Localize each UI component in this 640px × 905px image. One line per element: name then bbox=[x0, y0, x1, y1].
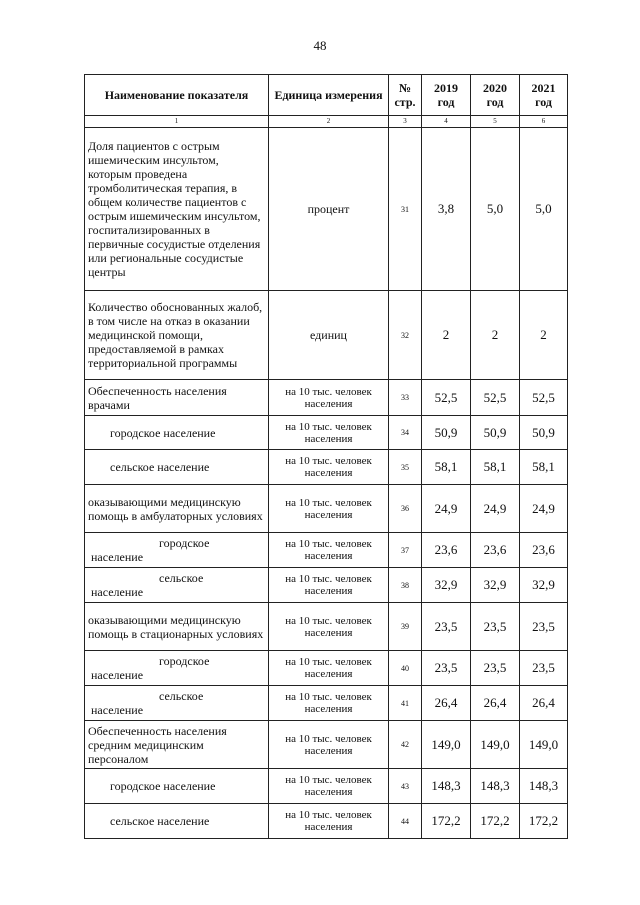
value-2020: 52,5 bbox=[471, 380, 520, 416]
value-2020: 23,5 bbox=[471, 603, 520, 651]
table-row bbox=[85, 769, 568, 804]
column-index: 1 bbox=[85, 116, 269, 128]
table-row bbox=[85, 686, 568, 721]
value-2019: 24,9 bbox=[422, 485, 471, 533]
row-unit: на 10 тыс. человек населения bbox=[269, 568, 389, 603]
header-2021: 2021 год bbox=[520, 75, 568, 116]
value-2019: 26,4 bbox=[422, 686, 471, 721]
table-row bbox=[85, 721, 568, 769]
row-line: 38 bbox=[389, 568, 422, 603]
value-2021: 149,0 bbox=[520, 721, 568, 769]
column-index: 5 bbox=[471, 116, 520, 128]
row-unit: на 10 тыс. человек населения bbox=[269, 450, 389, 485]
row-line: 34 bbox=[389, 416, 422, 450]
row-name bbox=[85, 651, 269, 686]
row-name: Обеспеченность населения врачами bbox=[85, 380, 269, 416]
row-line: 35 bbox=[389, 450, 422, 485]
table-row bbox=[85, 291, 568, 380]
row-name-part: население bbox=[91, 585, 144, 599]
value-2020: 24,9 bbox=[471, 485, 520, 533]
value-2019: 149,0 bbox=[422, 721, 471, 769]
row-line: 32 bbox=[389, 291, 422, 380]
value-2021: 2 bbox=[520, 291, 568, 380]
value-2019: 52,5 bbox=[422, 380, 471, 416]
table-row bbox=[85, 128, 568, 291]
table-row bbox=[85, 804, 568, 839]
row-name: городское население bbox=[85, 769, 269, 804]
row-name: городское население bbox=[85, 416, 269, 450]
value-2020: 149,0 bbox=[471, 721, 520, 769]
row-name: оказывающими медицинскую помощь в стационарных условиях bbox=[85, 603, 269, 651]
value-2021: 23,5 bbox=[520, 651, 568, 686]
value-2021: 148,3 bbox=[520, 769, 568, 804]
row-line: 43 bbox=[389, 769, 422, 804]
column-index: 3 bbox=[389, 116, 422, 128]
value-2020: 148,3 bbox=[471, 769, 520, 804]
column-index-row bbox=[85, 116, 568, 128]
row-name-part: городское bbox=[159, 536, 210, 550]
row-unit: на 10 тыс. человек населения bbox=[269, 651, 389, 686]
row-unit: процент bbox=[269, 128, 389, 291]
table-header-row bbox=[85, 75, 568, 116]
row-unit: на 10 тыс. человек населения bbox=[269, 804, 389, 839]
row-name-part: городское bbox=[159, 654, 210, 668]
row-unit: на 10 тыс. человек населения bbox=[269, 603, 389, 651]
value-2019: 148,3 bbox=[422, 769, 471, 804]
row-line: 36 bbox=[389, 485, 422, 533]
row-line: 37 bbox=[389, 533, 422, 568]
value-2019: 32,9 bbox=[422, 568, 471, 603]
value-2019: 23,5 bbox=[422, 603, 471, 651]
page-number: 48 bbox=[313, 38, 327, 53]
value-2021: 50,9 bbox=[520, 416, 568, 450]
row-line: 41 bbox=[389, 686, 422, 721]
header-2019: 2019 год bbox=[422, 75, 471, 116]
value-2021: 58,1 bbox=[520, 450, 568, 485]
value-2021: 5,0 bbox=[520, 128, 568, 291]
row-line: 44 bbox=[389, 804, 422, 839]
row-name: сельское население bbox=[85, 804, 269, 839]
column-index: 6 bbox=[520, 116, 568, 128]
value-2021: 26,4 bbox=[520, 686, 568, 721]
header-name: Наименование показателя bbox=[85, 75, 269, 116]
row-name: Доля пациентов с острым ишемическим инсультом, которым проведена тромболитическая терапия, в общем количестве пациентов с острым ишемическим инсультом, госпитализированных в первичные сосудистые отделения или региональные сосудистые центры bbox=[85, 128, 269, 291]
row-unit: на 10 тыс. человек населения bbox=[269, 485, 389, 533]
value-2020: 23,6 bbox=[471, 533, 520, 568]
row-line: 40 bbox=[389, 651, 422, 686]
value-2020: 5,0 bbox=[471, 128, 520, 291]
value-2020: 50,9 bbox=[471, 416, 520, 450]
header-line: № стр. bbox=[389, 75, 422, 116]
row-name-part: сельское bbox=[159, 689, 204, 703]
table-row bbox=[85, 603, 568, 651]
row-line: 42 bbox=[389, 721, 422, 769]
value-2020: 172,2 bbox=[471, 804, 520, 839]
table-row bbox=[85, 450, 568, 485]
row-line: 31 bbox=[389, 128, 422, 291]
value-2019: 3,8 bbox=[422, 128, 471, 291]
row-name-part: сельское bbox=[159, 571, 204, 585]
value-2020: 58,1 bbox=[471, 450, 520, 485]
row-name-part: население bbox=[91, 550, 144, 564]
value-2019: 50,9 bbox=[422, 416, 471, 450]
value-2021: 24,9 bbox=[520, 485, 568, 533]
row-name: оказывающими медицинскую помощь в амбулаторных условиях bbox=[85, 485, 269, 533]
value-2019: 58,1 bbox=[422, 450, 471, 485]
header-unit: Единица измерения bbox=[269, 75, 389, 116]
row-name bbox=[85, 686, 269, 721]
value-2019: 172,2 bbox=[422, 804, 471, 839]
row-unit: на 10 тыс. человек населения bbox=[269, 721, 389, 769]
table-row bbox=[85, 485, 568, 533]
row-name: сельское население bbox=[85, 450, 269, 485]
table-row bbox=[85, 416, 568, 450]
column-index: 2 bbox=[269, 116, 389, 128]
row-line: 33 bbox=[389, 380, 422, 416]
value-2021: 172,2 bbox=[520, 804, 568, 839]
row-name bbox=[85, 568, 269, 603]
row-name: Обеспеченность населения средним медицинским персоналом bbox=[85, 721, 269, 769]
value-2020: 23,5 bbox=[471, 651, 520, 686]
header-2020: 2020 год bbox=[471, 75, 520, 116]
table-row bbox=[85, 533, 568, 568]
table-row bbox=[85, 651, 568, 686]
row-unit: на 10 тыс. человек населения bbox=[269, 533, 389, 568]
value-2020: 2 bbox=[471, 291, 520, 380]
row-unit: на 10 тыс. человек населения bbox=[269, 686, 389, 721]
row-unit: единиц bbox=[269, 291, 389, 380]
value-2020: 26,4 bbox=[471, 686, 520, 721]
row-unit: на 10 тыс. человек населения bbox=[269, 380, 389, 416]
value-2021: 52,5 bbox=[520, 380, 568, 416]
column-index: 4 bbox=[422, 116, 471, 128]
value-2019: 23,6 bbox=[422, 533, 471, 568]
row-name: Количество обоснованных жалоб, в том числе на отказ в оказании медицинской помощи, предоставляемой в рамках территориальной программы bbox=[85, 291, 269, 380]
value-2021: 32,9 bbox=[520, 568, 568, 603]
row-name-part: население bbox=[91, 668, 144, 682]
value-2020: 32,9 bbox=[471, 568, 520, 603]
row-name-part: население bbox=[91, 703, 144, 717]
indicators-table bbox=[84, 74, 568, 839]
table-row bbox=[85, 380, 568, 416]
row-unit: на 10 тыс. человек населения bbox=[269, 769, 389, 804]
row-name bbox=[85, 533, 269, 568]
row-unit: на 10 тыс. человек населения bbox=[269, 416, 389, 450]
row-line: 39 bbox=[389, 603, 422, 651]
table-row bbox=[85, 568, 568, 603]
value-2021: 23,6 bbox=[520, 533, 568, 568]
value-2021: 23,5 bbox=[520, 603, 568, 651]
value-2019: 2 bbox=[422, 291, 471, 380]
value-2019: 23,5 bbox=[422, 651, 471, 686]
